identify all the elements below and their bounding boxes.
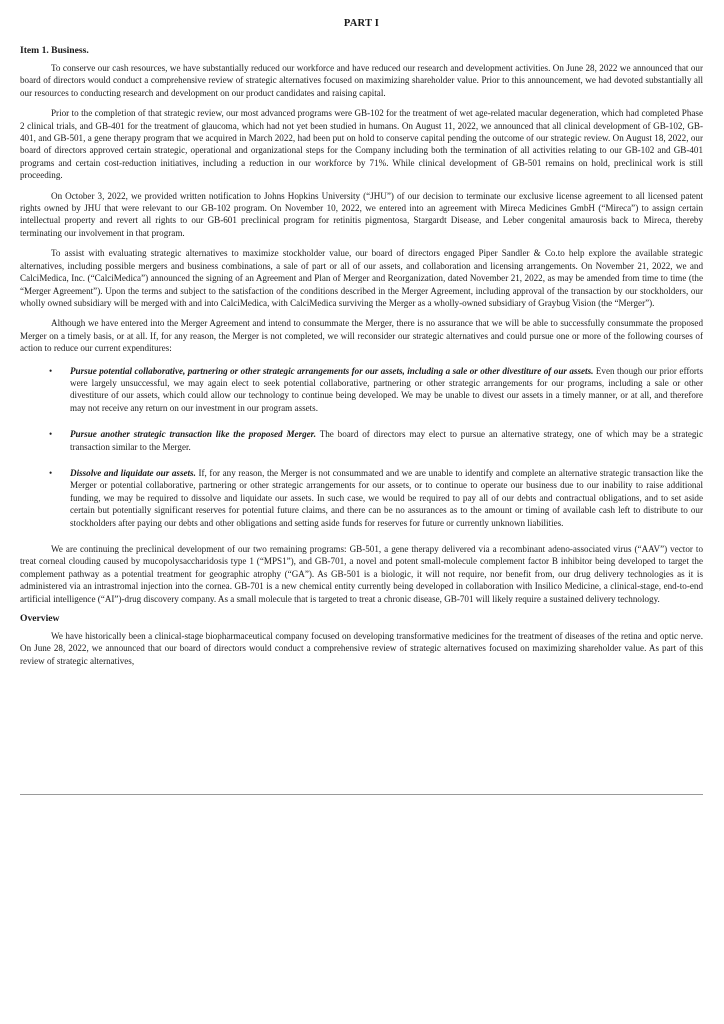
bullet-dot: • (49, 365, 53, 376)
item-heading: Item 1. Business. (20, 45, 89, 56)
bullet-lead: Pursue another strategic transaction like the proposed Merger. (70, 429, 316, 440)
bullet-text: If, for any reason, the Merger is not consummated and we are unable to identify and complete an alternative strategic transaction like the Merger or potential collaborative, partnering or other strategic arrangements for our assets, or to continue to operate our business due to our inability to raise additional funding, we may be required to dissolve and liquidate our assets. In such case, we would be required to pay all of our debts and contractual obligations, and to set aside certain but potentially significant reserves for potential future claims, and there can be no assurances as to the amount or timing of available cash left to distribute to our stockholders after paying our debts and other obligations and setting aside funds for reserves for future or currently unknown liabilities. (70, 467, 704, 528)
bullet-lead: Dissolve and liquidate our assets. (70, 467, 196, 478)
bullet-dot: • (49, 467, 53, 478)
alternatives-list (20, 365, 703, 529)
paragraph-overview: We have historically been a clinical-stage biopharmaceutical company focused on developing transformative medicines for the treatment of diseases of the retina and optic nerve. On June 28, 2022, we announced that our board of directors would conduct a comprehensive review of strategic alternatives focused on maximizing shareholder value. As part of this review of strategic alternatives, (20, 631, 703, 666)
bullet-text: The board of directors may elect to pursue an alternative strategy, one of which may be a strategic transaction similar to the Merger. (70, 429, 703, 452)
list-item (20, 467, 703, 529)
page-divider (20, 794, 703, 795)
bullet-text: Even though our prior efforts were largely unsuccessful, we may again elect to seek potential collaborative, partnering or other strategic arrangements for our programs, including a sale or other divestiture of our assets, which could allow our technology to continue being developed. We may be unable to divest our assets in a timely manner, or at all, and therefore may not receive any return on our investment in our program assets. (70, 365, 703, 413)
list-item (20, 428, 703, 453)
bullet-lead: Pursue potential collaborative, partnering or other strategic arrangements for our assets, including a sale or other divestiture of our assets. (70, 365, 594, 376)
list-item (20, 365, 703, 415)
document-page (20, 18, 703, 675)
part-title: PART I (343, 18, 380, 29)
paragraph-remaining-programs: We are continuing the preclinical development of our two remaining programs: GB-501, a gene therapy delivered via a recombinant adeno-associated virus (“AAV”) vector to treat corneal clouding caused by mucopolysaccharidosis type 1 (“MPS1”), and GB-701, a novel and potent small-molecule complement factor B inhibitor being developed to target the complement pathway as a potential treatment for geographic atrophy (“GA”). As GB-501 is a biologic, it will not require, nor benefit from, our drug delivery technologies as it is administered via an intrastromal injection into the cornea. GB-701 is a new chemical entity currently being developed in collaboration with Insilico Medicine, a clinical-stage, end-to-end artificial intelligence (“AI”)-drug discovery company. As a small molecule that is targeted to treat a chronic disease, GB-701 will likely require a sustained delivery technology. (20, 544, 703, 604)
paragraph-strategic-review: Prior to the completion of that strategic review, our most advanced programs were GB-102 for the treatment of wet age-related macular degeneration, which had completed Phase 2 clinical trials, and GB-401 for the treatment of glaucoma, which had not yet been studied in humans. On August 11, 2022, we announced that all clinical development of GB-102, GB-401, and GB-501, a gene therapy program that we acquired in March 2022, had been put on hold to conserve capital pending the outcome of our strategic review. On August 18, 2022, our board of directors approved certain strategic, operational and organizational steps for the Company including both the termination of all activities relating to our GB-102 and GB-401 programs and certain cost-reduction initiatives, including a reduction in our workforce by 71%. While clinical development of GB-501 remains on hold, preclinical work is still proceeding. (20, 108, 703, 181)
bullet-dot: • (49, 429, 53, 440)
paragraph-cash-resources: To conserve our cash resources, we have substantially reduced our workforce and have reduced our research and development activities. On June 28, 2022 we announced that our board of directors would conduct a comprehensive review of strategic alternatives focused on maximizing shareholder value. Prior to this announcement, we had devoted substantially all our resources to conducting research and development on our product candidates and raising capital. (20, 63, 703, 98)
overview-heading: Overview (20, 613, 60, 625)
paragraph-merger-agreement: To assist with evaluating strategic alternatives to maximize stockholder value, our board of directors engaged Piper Sandler & Co.to help explore the available strategic alternatives, including possible mergers and business combinations, a sale of part or all of our assets, and collaboration and licensing arrangements. On November 21, 2022, we and CalciMedica, Inc. (“CalciMedica”) announced the signing of an Agreement and Plan of Merger and Reorganization, dated November 21, 2022, as may be amended from time to time (the “Merger Agreement”). Upon the terms and subject to the satisfaction of the conditions described in the Merger Agreement, including approval of the transaction by our stockholders, our wholly owned subsidiary will be merged with and into CalciMedica, with CalciMedica surviving the Merger as a wholly-owned subsidiary of Graybug Vision (the “Merger”). (20, 248, 703, 308)
paragraph-merger-assurance: Although we have entered into the Merger Agreement and intend to consummate the Merger, there is no assurance that we will be able to successfully consummate the proposed Merger on a timely basis, or at all. If, for any reason, the Merger is not completed, we will reconsider our strategic alternatives and could pursue one or more of the following courses of action to reduce our current expenditures: (20, 318, 703, 354)
paragraph-jhu-mireca: On October 3, 2022, we provided written notification to Johns Hopkins University (“JHU”) of our decision to terminate our exclusive license agreement to all licensed patent rights owned by JHU that were relevant to our GB-102 program. On November 10, 2022, we entered into an agreement with Mireca Medicines GmbH (“Mireca”) to assign certain intellectual property and revert all rights to our GB-601 preclinical program for retinitis pigmentosa, Stargardt Disease, and Leber congenital amaurosis back to Mireca, thereby terminating our involvement in that program. (20, 190, 703, 238)
